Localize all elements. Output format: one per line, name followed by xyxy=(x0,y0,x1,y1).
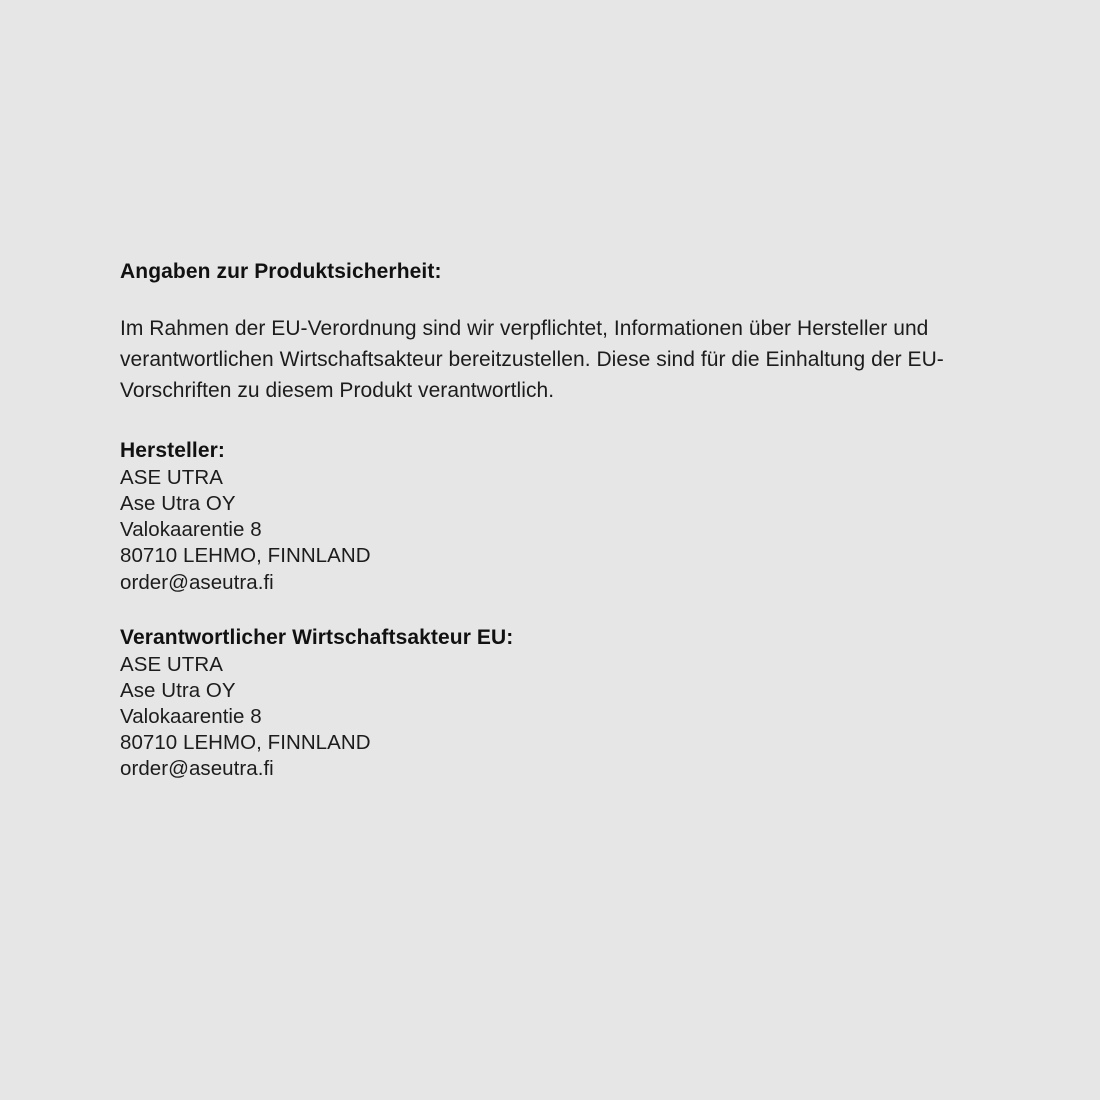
responsible-operator-heading: Verantwortlicher Wirtschaftsakteur EU: xyxy=(120,625,514,649)
spacer xyxy=(120,407,980,437)
spacer xyxy=(120,286,980,314)
list-item: 80710 LEHMO, FINNLAND xyxy=(120,731,371,755)
spacer xyxy=(120,596,980,624)
responsible-operator-block xyxy=(120,624,980,783)
list-item: ASE UTRA xyxy=(120,465,223,489)
list-item: Valokaarentie 8 xyxy=(120,705,262,728)
list-item: Ase Utra OY xyxy=(120,491,236,515)
intro-paragraph: Im Rahmen der EU-Verordnung sind wir verpflichtet, Informationen über Hersteller und verantwortlichen Wirtschaftsakteur bereitzustellen. Diese sind für die Einhaltung der EU-Vorschriften zu diesem Produkt verantwortlich. xyxy=(120,317,944,403)
list-item: Valokaarentie 8 xyxy=(120,518,262,542)
product-safety-content xyxy=(120,258,980,783)
list-item: ASE UTRA xyxy=(120,652,223,676)
manufacturer-block xyxy=(120,437,980,596)
manufacturer-heading: Hersteller: xyxy=(120,438,225,462)
list-item: 80710 LEHMO, FINNLAND xyxy=(120,544,371,568)
list-item: Ase Utra OY xyxy=(120,678,236,702)
manufacturer-email: order@aseutra.fi xyxy=(120,570,274,594)
responsible-operator-email: order@aseutra.fi xyxy=(120,757,274,781)
page-title: Angaben zur Produktsicherheit: xyxy=(120,260,442,283)
